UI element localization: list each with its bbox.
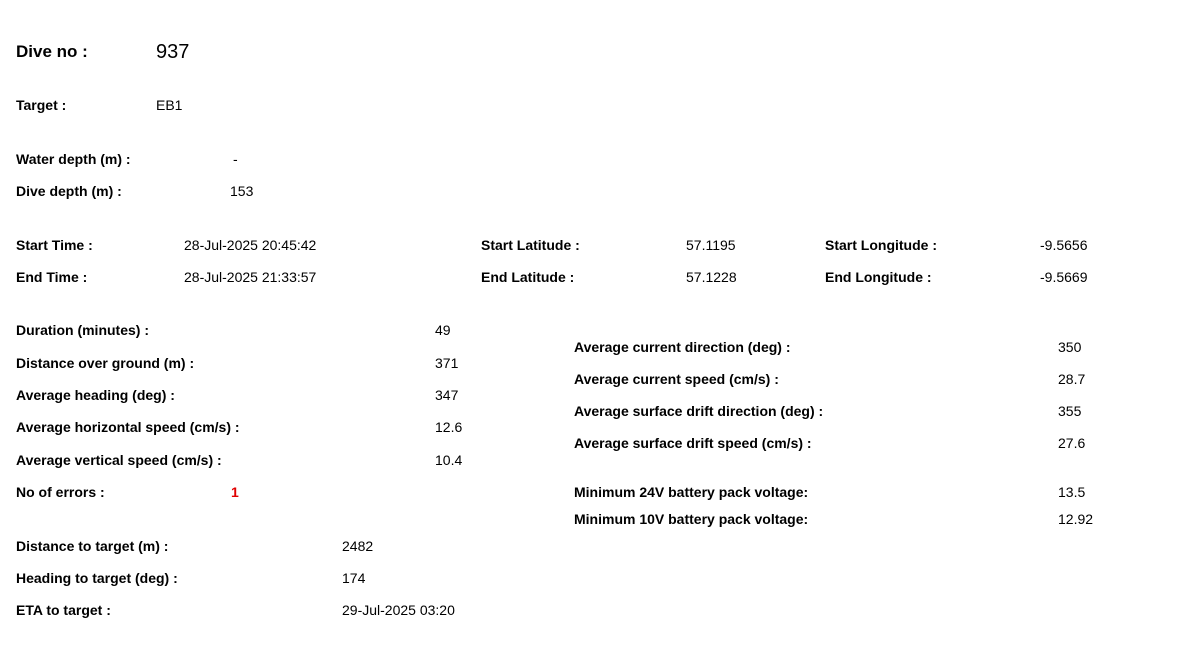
- distance-over-ground-value: 371: [435, 355, 459, 371]
- average-horizontal-speed-value: 12.6: [435, 419, 463, 435]
- end-time-value: 28-Jul-2025 21:33:57: [184, 269, 317, 285]
- duration-value: 49: [435, 322, 451, 338]
- average-current-direction-value: 350: [1058, 339, 1082, 355]
- heading-to-target-label: Heading to target (deg) :: [16, 570, 178, 586]
- average-surface-drift-speed-value: 27.6: [1058, 435, 1086, 451]
- target-value: EB1: [156, 97, 183, 113]
- errors-label: No of errors :: [16, 484, 105, 500]
- average-current-speed-label: Average current speed (cm/s) :: [574, 371, 779, 387]
- dive-no-label: Dive no :: [16, 42, 88, 61]
- average-current-direction-label: Average current direction (deg) :: [574, 339, 791, 355]
- average-vertical-speed-label: Average vertical speed (cm/s) :: [16, 452, 222, 468]
- end-time-label: End Time :: [16, 269, 88, 285]
- water-depth-label: Water depth (m) :: [16, 151, 131, 167]
- heading-to-target-value: 174: [342, 570, 366, 586]
- eta-to-target-label: ETA to target :: [16, 602, 111, 618]
- distance-to-target-value: 2482: [342, 538, 374, 554]
- start-longitude-label: Start Longitude :: [825, 237, 937, 253]
- average-surface-drift-direction-label: Average surface drift direction (deg) :: [574, 403, 824, 419]
- start-latitude-label: Start Latitude :: [481, 237, 580, 253]
- start-latitude-value: 57.1195: [686, 237, 736, 253]
- end-latitude-label: End Latitude :: [481, 269, 575, 285]
- duration-label: Duration (minutes) :: [16, 322, 149, 338]
- average-heading-value: 347: [435, 387, 459, 403]
- water-depth-value: -: [233, 151, 238, 167]
- start-longitude-value: -9.5656: [1040, 237, 1088, 253]
- average-surface-drift-speed-label: Average surface drift speed (cm/s) :: [574, 435, 812, 451]
- start-time-value: 28-Jul-2025 20:45:42: [184, 237, 317, 253]
- min-10v-battery-label: Minimum 10V battery pack voltage:: [574, 511, 809, 527]
- average-current-speed-value: 28.7: [1058, 371, 1086, 387]
- distance-over-ground-label: Distance over ground (m) :: [16, 355, 195, 371]
- average-heading-label: Average heading (deg) :: [16, 387, 175, 403]
- end-longitude-label: End Longitude :: [825, 269, 932, 285]
- eta-to-target-value: 29-Jul-2025 03:20: [342, 602, 455, 618]
- average-vertical-speed-value: 10.4: [435, 452, 463, 468]
- dive-depth-value: 153: [230, 183, 254, 199]
- errors-value: 1: [231, 484, 239, 500]
- min-10v-battery-value: 12.92: [1058, 511, 1094, 527]
- average-horizontal-speed-label: Average horizontal speed (cm/s) :: [16, 419, 240, 435]
- target-label: Target :: [16, 97, 67, 113]
- min-24v-battery-label: Minimum 24V battery pack voltage:: [574, 484, 809, 500]
- dive-depth-label: Dive depth (m) :: [16, 183, 122, 199]
- start-time-label: Start Time :: [16, 237, 93, 253]
- min-24v-battery-value: 13.5: [1058, 484, 1086, 500]
- end-latitude-value: 57.1228: [686, 269, 737, 285]
- dive-no-value: 937: [156, 41, 190, 63]
- end-longitude-value: -9.5669: [1040, 269, 1088, 285]
- distance-to-target-label: Distance to target (m) :: [16, 538, 169, 554]
- average-surface-drift-direction-value: 355: [1058, 403, 1082, 419]
